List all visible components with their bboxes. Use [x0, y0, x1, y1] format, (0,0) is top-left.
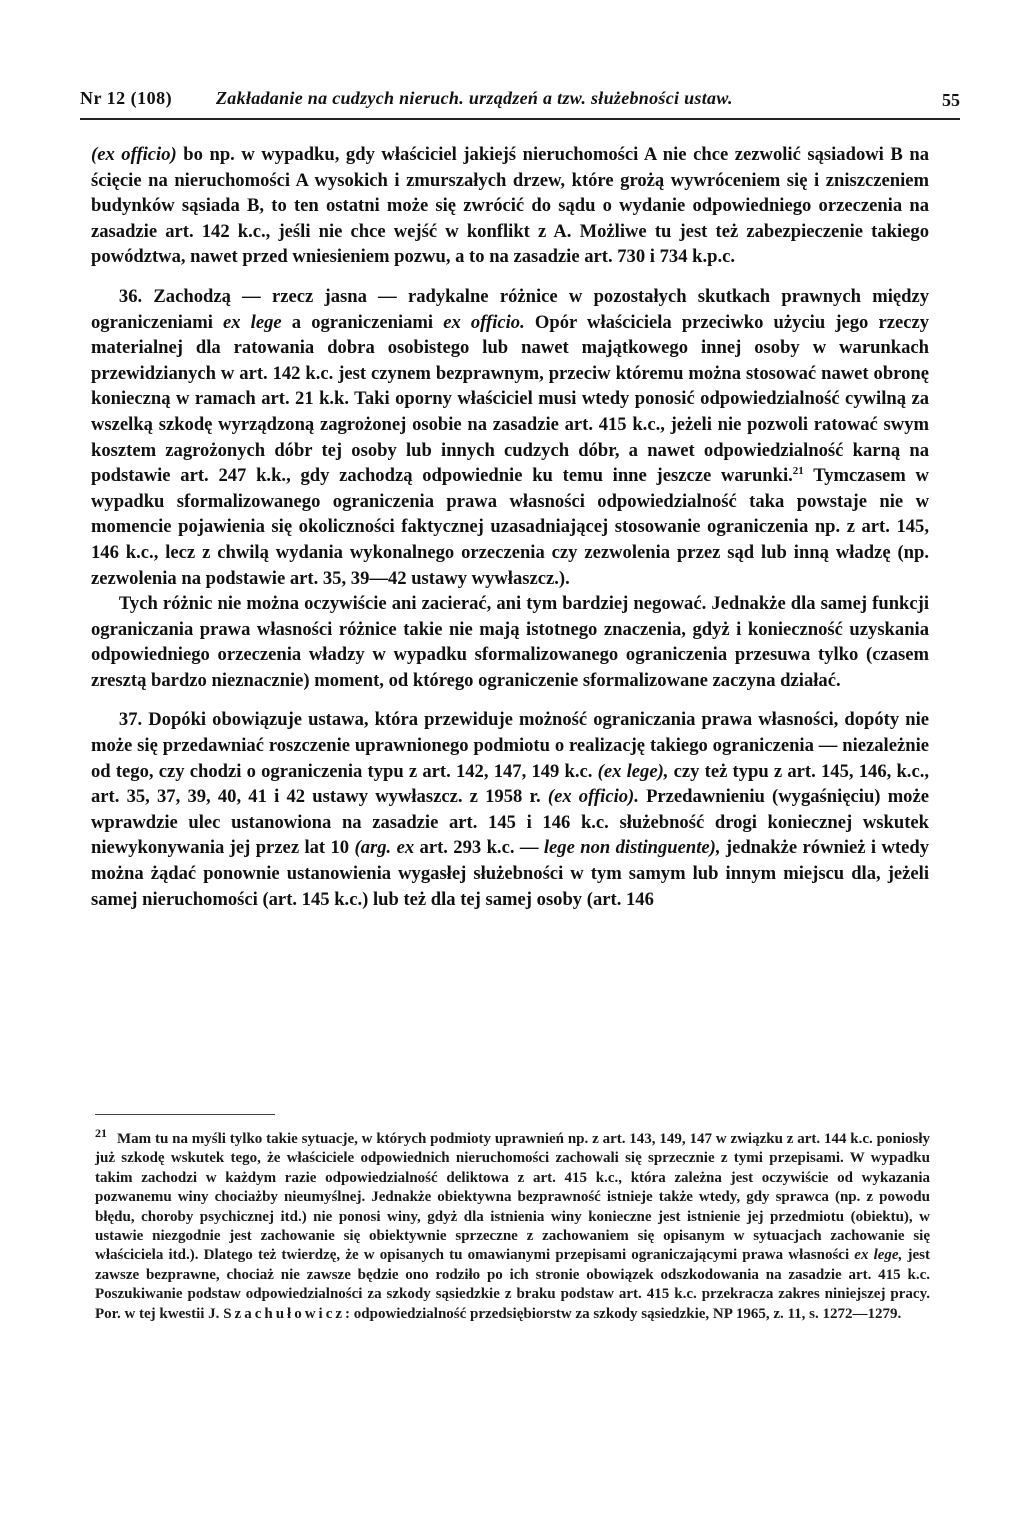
paragraph-text: czy też typu z art. 145, 146, k.c., art. 35, 37, 39, 40, 41 i 42 ustawy wywłaszcz. z 1958 r.	[91, 760, 930, 808]
footnote-reference: 21	[792, 464, 804, 477]
italic-term: lege non distinguente),	[543, 837, 721, 859]
paragraph-text: a ograniczeniami	[281, 311, 444, 333]
paragraph-text: Opór właściciela przeciwko użyciu jego rzeczy materialnej dla ratowania dobra osobistego lub nawet majątkowego innej osoby w warunkach przewidzianych w art. 142 k.c. jest czynem bezprawnym, przeciw któremu można stosować nawet obronę konieczną w ramach art. 21 k.k. Taki oporny właściciel musi wtedy ponosić odpowiedzialność cywilną za wszelką szkodę wyrządzoną zagrożonej osobie na zasadzie art. 415 k.c., jeżeli nie pozwoli ratować swym kosztem zagrożonych dóbr tej osoby lub innych cudzych dóbr, a nawet odpowiedzialność karną na podstawie art. 247 k.k., gdy zachodzą odpowiednie ku temu inne jeszcze warunki.	[91, 311, 930, 487]
paragraph-text: Tymczasem w wypadku sformalizowanego ograniczenia prawa własności odpowiedzialność taka powstaje nie w momencie pojawienia się okoliczności faktycznej uzasadniającej stosowanie ograniczenia np. z art. 145, 146 k.c., lecz z chwilą wydania wykonalnego orzeczenia czy zezwolenia przez sąd lub inną władzę (np. zezwolenia na podstawie art. 35, 39—42 ustawy wywłaszcz.).	[91, 465, 929, 589]
italic-term: (arg. ex	[354, 837, 415, 859]
section-number: 37.	[118, 709, 143, 731]
page-number: 55	[942, 90, 960, 110]
footnote-rule	[95, 1114, 275, 1115]
header-rule	[80, 118, 960, 120]
italic-term: ex lege	[223, 311, 282, 333]
footnote-text: jest zawsze bezprawne, chociaż nie zawsze będzie ono rodziło po ich stronie obowiązek odszkodowania na zasadzie art. 415 k.c. Poszukiwanie podstaw odpowiedzialności za szkody sąsiedzkie z braku podstaw art. 415 k.c. przekracza zakres niniejszej pracy. Por. w tej kwestii J.	[95, 1247, 930, 1322]
italic-term: ex lege,	[854, 1247, 903, 1264]
paragraph-text: Tych różnic nie można oczywiście ani zacierać, ani tym bardziej negować. Jednakże dla samej funkcji ograniczania prawa własności różnice takie nie mają istotnego znaczenia, gdyż i konieczność uzyskania odpowiedniego orzeczenia władzy w wypadku sformalizowanego ograniczenia przesuwa tylko (czasem zresztą bardzo nieznacznie) moment, od którego ograniczenie sformalizowane zaczyna działać.	[91, 593, 929, 691]
italic-term: ex officio.	[443, 311, 525, 333]
paragraph-text: Zachodzą — rzecz jasna — radykalne różnice w pozostałych skutkach prawnych między ograniczeniami	[91, 285, 929, 333]
paragraph-text: bo np. w wypadku, gdy właściciel jakiejś nieruchomości A nie chce zezwolić sąsiadowi B na ścięcie na nieruchomości A wysokich i zmurszałych drzew, które grożą wywróceniem się i zniszczeniem budynków sąsiada B, to ten ostatni może się zwrócić do sądu o wydanie odpowiedniego orzeczenia na zasadzie art. 142 k.c., jeśli nie chce wejść w konflikt z A. Możliwe tu jest też zabezpieczenie takiego powództwa, nawet przed wniesieniem pozwu, a to na zasadzie art. 730 i 734 k.p.c.	[91, 144, 929, 268]
paragraph-continuation	[91, 142, 929, 270]
italic-term: (ex lege),	[597, 760, 669, 782]
running-header	[80, 72, 960, 112]
paragraph-37	[91, 707, 929, 912]
paragraph-text: Dopóki obowiązuje ustawa, która przewiduje możność ograniczania prawa własności, dopóty nie może się przedawniać roszczenie uprawnionego podmiotu o realizację takiego ograniczenia — niezależnie od tego, czy chodzi o ograniczenia typu z art. 142, 147, 149 k.c.	[91, 709, 929, 782]
italic-term: (ex officio)	[91, 144, 177, 165]
paragraph-differences	[91, 591, 929, 693]
paragraph-text: art. 293 k.c. —	[414, 837, 544, 859]
issue-number: Nr 12 (108)	[80, 88, 173, 108]
footnote-section	[95, 1124, 930, 1324]
section-number: 36.	[118, 285, 143, 307]
main-text	[91, 142, 929, 912]
paragraph-36	[91, 284, 929, 591]
footnote-21	[95, 1124, 930, 1324]
paragraph-text: jednakże również i wtedy można żądać ponownie ustanowienia wygasłej służebności w tym samym lub innym miejscu dla, jeżeli samej nieruchomości (art. 145 k.c.) lub też dla tej samej osoby (art. 146	[91, 837, 929, 910]
footnote-text: : odpowiedzialność przedsiębiorstw za szkody sąsiedzkie, NP 1965, z. 11, s. 1272—1279.	[345, 1305, 902, 1322]
running-title: Zakładanie na cudzych nieruch. urządzeń a tzw. służebności ustaw.	[216, 88, 733, 108]
paragraph-text: Przedawnieniu (wygaśnięciu) może wprawdzie ulec ustanowiona na zasadzie art. 145 i 146 k.c. służebność drogi koniecznej wskutek niewykonywania jej przez lat 10	[91, 786, 929, 859]
cited-author: Szachułowicz	[223, 1305, 346, 1322]
footnote-text: Mam tu na myśli tylko takie sytuacje, w których podmioty uprawnień np. z art. 143, 149, 147 w związku z art. 144 k.c. poniosły już szkodę wskutek tego, że właściciele odpowiednich nieruchomości zachowali się sprzecznie z tymi przepisami. W wypadku takim zachodzi w każdym razie odpowiedzialność deliktowa z art. 415 k.c., która zależna jest oczywiście od wykazania pozwanemu winy chociażby nieumyślnej. Jednakże obiektywna bezprawność istnieje także wtedy, gdy sprawca (np. z powodu błędu, choroby psychicznej itd.) nie ponosi winy, gdyż dla istnienia winy konieczne jest istnienie jej przedmiotu (obiektu), w ustawie niezgodnie jest zachowanie się obiektywnie sprzeczne z zachowaniem się opisanym w sytuacjach zachowanie się właściciela itd.). Dlatego też twierdzę, że w opisanych tu omawianymi przepisami ograniczającymi prawa własności	[95, 1131, 930, 1264]
footnote-mark: 21	[95, 1126, 107, 1140]
italic-term: (ex officio).	[547, 786, 639, 808]
